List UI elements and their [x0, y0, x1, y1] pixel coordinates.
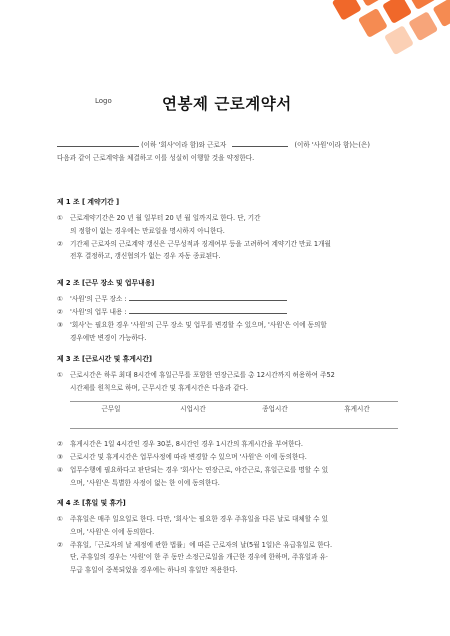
- item-number: ③: [57, 321, 63, 329]
- article-heading: 제 4 조 [휴일 및 휴가]: [57, 499, 126, 507]
- item-text: 근로시간 및 휴게시간은 업무사정에 따라 변경할 수 있으며 '사원'은 이에 동의한다.: [70, 453, 307, 461]
- article-heading: 제 2 조 [근무 장소 및 업무내용]: [57, 279, 155, 287]
- table-header: 종업시간: [262, 405, 288, 413]
- article-2: [57, 277, 402, 345]
- item-text: 업무수행에 필요하다고 판단되는 경우 '회사'는 연장근로, 야간근로, 휴일근로를 명할 수 있: [70, 466, 329, 474]
- intro-line2: 다음과 같이 근로계약을 체결하고 이를 성실히 이행할 것을 약정한다.: [57, 154, 255, 162]
- item-text: 의 정함이 없는 경우에는 만료일을 명시하지 아니한다.: [70, 226, 225, 235]
- item-number: ③: [57, 453, 63, 461]
- corner-decoration: [320, 0, 450, 80]
- item-text: 근로계약기간은 20 년 월 일부터 20 년 월 일까지로 한다. 단, 기간: [70, 214, 261, 222]
- item-text: '사원'의 근무 장소 :: [70, 295, 127, 303]
- item-number: ②: [57, 308, 63, 316]
- logo-placeholder: Logo: [95, 97, 112, 105]
- item-number: ①: [57, 371, 63, 379]
- table-header: 휴게시간: [344, 405, 370, 413]
- article-3: [57, 353, 402, 490]
- item-number: ①: [57, 515, 63, 523]
- work-hours-table: [70, 401, 398, 429]
- list-item: [57, 306, 402, 319]
- article-4: [57, 497, 402, 577]
- list-item: [57, 513, 402, 538]
- item-text: 근로시간은 하루 최대 8시간에 휴일근무를 포함한 연장근로를 총 12시간까지 허용하여 주52: [70, 371, 335, 379]
- item-number: ①: [57, 214, 63, 222]
- item-number: ②: [57, 540, 63, 549]
- list-item: [57, 319, 402, 344]
- intro-paragraph: [57, 139, 397, 165]
- intro-company-suffix: (이하 '회사'이라 함)와 근로자: [141, 141, 227, 149]
- item-text: 단, 주휴일의 경우는 '사원'이 한 주 동안 소정근로일을 개근한 경우에 한하며, 주휴일과 유·: [70, 553, 328, 561]
- article-1: [57, 196, 402, 263]
- item-number: ②: [57, 239, 63, 248]
- intro-worker-suffix: (이하 '사원'이라 함)는(은): [294, 141, 370, 149]
- item-text: 으며, '사원'은 특별한 사정이 없는 한 이에 동의한다.: [70, 478, 220, 487]
- item-number: ④: [57, 466, 63, 474]
- item-text: '회사'는 필요한 경우 '사원'의 근무 장소 및 업무를 변경할 수 있으며, '사원'은 이에 동의할: [70, 321, 327, 329]
- item-text: 시간제를 원칙으로 하며, 근무시간 및 휴게시간은 다음과 같다.: [70, 383, 249, 392]
- item-text: 전후 결정하고, 갱신협의가 없는 경우 자동 종료된다.: [70, 252, 221, 260]
- item-text: 무급 휴일이 중복되었을 경우에는 하나의 휴일만 적용한다.: [70, 565, 238, 574]
- article-heading: 제 1 조 [ 계약기간 ]: [57, 198, 120, 206]
- list-item: [57, 539, 402, 577]
- item-text: 주휴일은 매주 일요일로 한다. 다만, '회사'는 필요한 경우 주휴일을 다른 날로 대체할 수 있: [70, 515, 328, 523]
- item-text: 주휴일,「근로자의 날 제정에 관한 법률」에 따른 근로자의 날(5월 1일)은 유급휴일로 한다.: [70, 540, 333, 549]
- document-title: 연봉제 근로계약서: [162, 95, 292, 113]
- list-item: [57, 464, 402, 489]
- list-item: [57, 238, 402, 263]
- item-text: 경우에만 변경이 가능하다.: [70, 333, 147, 342]
- work-location-blank[interactable]: [129, 294, 287, 301]
- worker-name-blank[interactable]: [232, 140, 288, 147]
- item-text: 휴게시간은 1일 4시간인 경우 30분, 8시간인 경우 1시간의 휴게시간을 부여한다.: [70, 440, 303, 448]
- article-heading: 제 3 조 [근로시간 및 휴게시간]: [57, 355, 152, 363]
- list-item: [57, 369, 402, 394]
- company-name-blank[interactable]: [57, 140, 139, 147]
- job-description-blank[interactable]: [129, 307, 287, 314]
- table-header: 시업시간: [180, 405, 206, 413]
- item-text: '사원'의 업무 내용 :: [70, 308, 127, 316]
- table-header: 근무일: [101, 405, 121, 413]
- list-item: [57, 293, 402, 306]
- item-text: 기간제 근로자의 근로계약 갱신은 근무성적과 징계여부 등을 고려하여 계약기간 만료 1개월: [70, 239, 331, 248]
- list-item: [57, 438, 402, 451]
- list-item: [57, 451, 402, 464]
- item-number: ②: [57, 440, 63, 448]
- item-number: ①: [57, 295, 63, 303]
- item-text: 으며, '사원'은 이에 동의한다.: [70, 527, 155, 536]
- list-item: [57, 212, 402, 237]
